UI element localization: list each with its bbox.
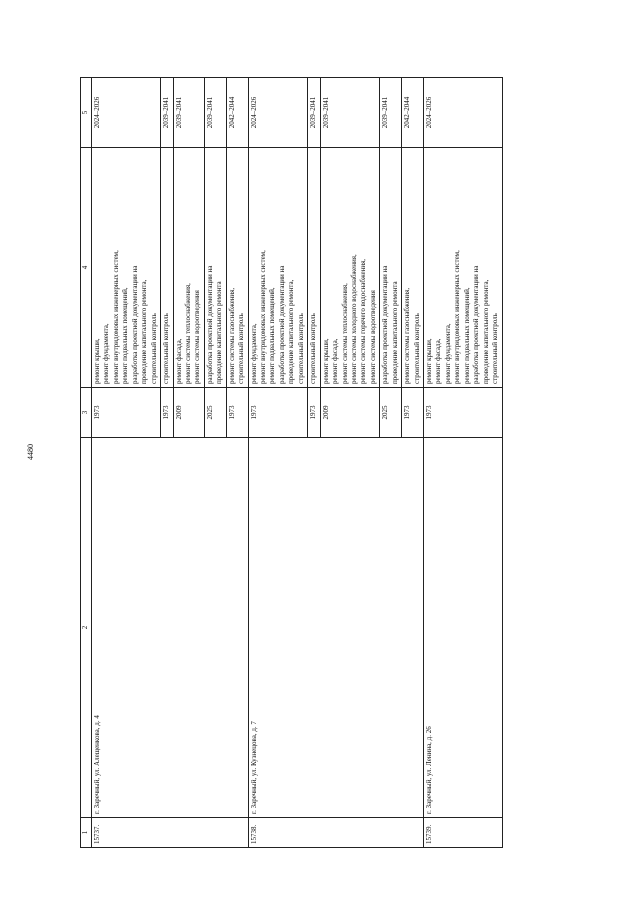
work-item: ремонт системы холодного водоснабжения, <box>349 254 358 384</box>
row-period: 2024–2026 <box>424 78 503 148</box>
row-period: 2024–2026 <box>92 78 161 148</box>
work-item: проведение капитального ремонта <box>390 281 399 384</box>
document-sheet <box>80 78 590 848</box>
row-period: 2039–2041 <box>173 78 204 148</box>
table-row <box>248 78 308 848</box>
row-works <box>204 148 226 388</box>
work-item: строительный контроль <box>162 313 171 384</box>
row-period: 2039–2041 <box>308 78 320 148</box>
work-item: ремонт внутридомовых инженерных систем, <box>259 250 267 384</box>
work-item: ремонт подвальных помещений, <box>121 287 130 384</box>
row-works <box>226 148 248 388</box>
work-item: ремонт крыши, <box>321 338 330 384</box>
page-number: 4480 <box>25 444 35 460</box>
header-cell: 5 <box>81 78 92 148</box>
row-period: 2039–2041 <box>380 78 402 148</box>
row-year: 1973 <box>424 388 503 438</box>
row-year: 1973 <box>161 388 173 438</box>
entry-number: 15739. <box>424 818 503 848</box>
header-cell: 4 <box>81 148 92 388</box>
row-year: 2025 <box>380 388 402 438</box>
work-item: проведение капитального ремонта, <box>140 279 149 384</box>
row-period: 2039–2041 <box>204 78 226 148</box>
work-item: ремонт крыши, <box>93 338 101 384</box>
row-year: 1973 <box>92 388 161 438</box>
row-works <box>173 148 204 388</box>
work-item: ремонт подвальных помещений, <box>268 287 277 384</box>
work-item: строительный контроль <box>296 313 305 384</box>
work-item: проведение капитального ремонта <box>215 281 224 384</box>
work-item: ремонт системы теплоснабжения, <box>183 283 192 384</box>
work-item: ремонт внутридомовых инженерных систем, <box>453 250 462 384</box>
work-item: ремонт фундамента, <box>443 323 452 384</box>
work-item: проведение капитального ремонта, <box>287 279 296 384</box>
entry-address: г. Заречный, ул. Кузнецова, д. 7 <box>248 438 423 818</box>
work-item: ремонт фасада, <box>434 338 443 384</box>
table-body <box>92 78 503 848</box>
work-item: ремонт фундамента, <box>249 323 258 384</box>
repair-schedule-table <box>80 77 503 848</box>
header-cell: 3 <box>81 388 92 438</box>
row-period: 2042–2044 <box>226 78 248 148</box>
header-cell: 2 <box>81 438 92 818</box>
work-item: строительный контроль <box>149 313 158 384</box>
work-item: строительный контроль <box>309 313 318 384</box>
row-works <box>161 148 173 388</box>
work-item: разработка проектной документации на <box>130 265 139 384</box>
header-row <box>81 78 92 848</box>
work-item: проведение капитального ремонта, <box>481 279 490 384</box>
entry-address: г. Заречный, ул. Ленина, д. 26 <box>424 438 503 818</box>
row-works <box>402 148 424 388</box>
work-item: ремонт системы горячего водоснабжения, <box>359 258 368 384</box>
row-works <box>320 148 380 388</box>
entry-address: г. Заречный, ул. Алещенкова, д. 4 <box>92 438 249 818</box>
work-item: ремонт системы водоотведения <box>368 290 377 384</box>
row-works <box>380 148 402 388</box>
row-period: 2039–2041 <box>161 78 173 148</box>
work-item: ремонт системы водоотведения <box>193 290 202 384</box>
row-period: 2024–2026 <box>248 78 308 148</box>
row-year: 2009 <box>173 388 204 438</box>
row-year: 1973 <box>402 388 424 438</box>
work-item: разработка проектной документации на <box>277 265 286 384</box>
row-period: 2039–2041 <box>320 78 380 148</box>
row-works <box>92 148 161 388</box>
work-item: строительный контроль <box>412 313 421 384</box>
work-item: разработка проектной документации на <box>381 265 390 384</box>
work-item: строительный контроль <box>491 313 500 384</box>
row-year: 1973 <box>308 388 320 438</box>
work-item: ремонт фасада, <box>331 338 340 384</box>
work-item: ремонт системы газоснабжения, <box>227 287 236 384</box>
rotated-table-container <box>80 78 590 848</box>
table-row <box>92 78 161 848</box>
work-item: строительный контроль <box>237 313 246 384</box>
work-item: ремонт фасада, <box>174 338 183 384</box>
row-period: 2042–2044 <box>402 78 424 148</box>
work-item: разработка проектной документации на <box>472 265 481 384</box>
row-year: 2025 <box>204 388 226 438</box>
row-works <box>424 148 503 388</box>
table-row <box>424 78 503 848</box>
work-item: ремонт системы газоснабжения, <box>403 287 412 384</box>
row-year: 1973 <box>226 388 248 438</box>
entry-number: 15737. <box>92 818 249 848</box>
row-year: 2009 <box>320 388 380 438</box>
row-works <box>248 148 308 388</box>
work-item: ремонт крыши, <box>425 338 433 384</box>
work-item: ремонт фундамента, <box>102 323 111 384</box>
row-year: 1973 <box>248 388 308 438</box>
work-item: разработка проектной документации на <box>205 265 214 384</box>
entry-number: 15738. <box>248 818 423 848</box>
work-item: ремонт внутридомовых инженерных систем, <box>111 250 120 384</box>
work-item: ремонт системы теплоснабжения, <box>340 283 349 384</box>
work-item: ремонт подвальных помещений, <box>462 287 471 384</box>
row-works <box>308 148 320 388</box>
header-cell: 1 <box>81 818 92 848</box>
